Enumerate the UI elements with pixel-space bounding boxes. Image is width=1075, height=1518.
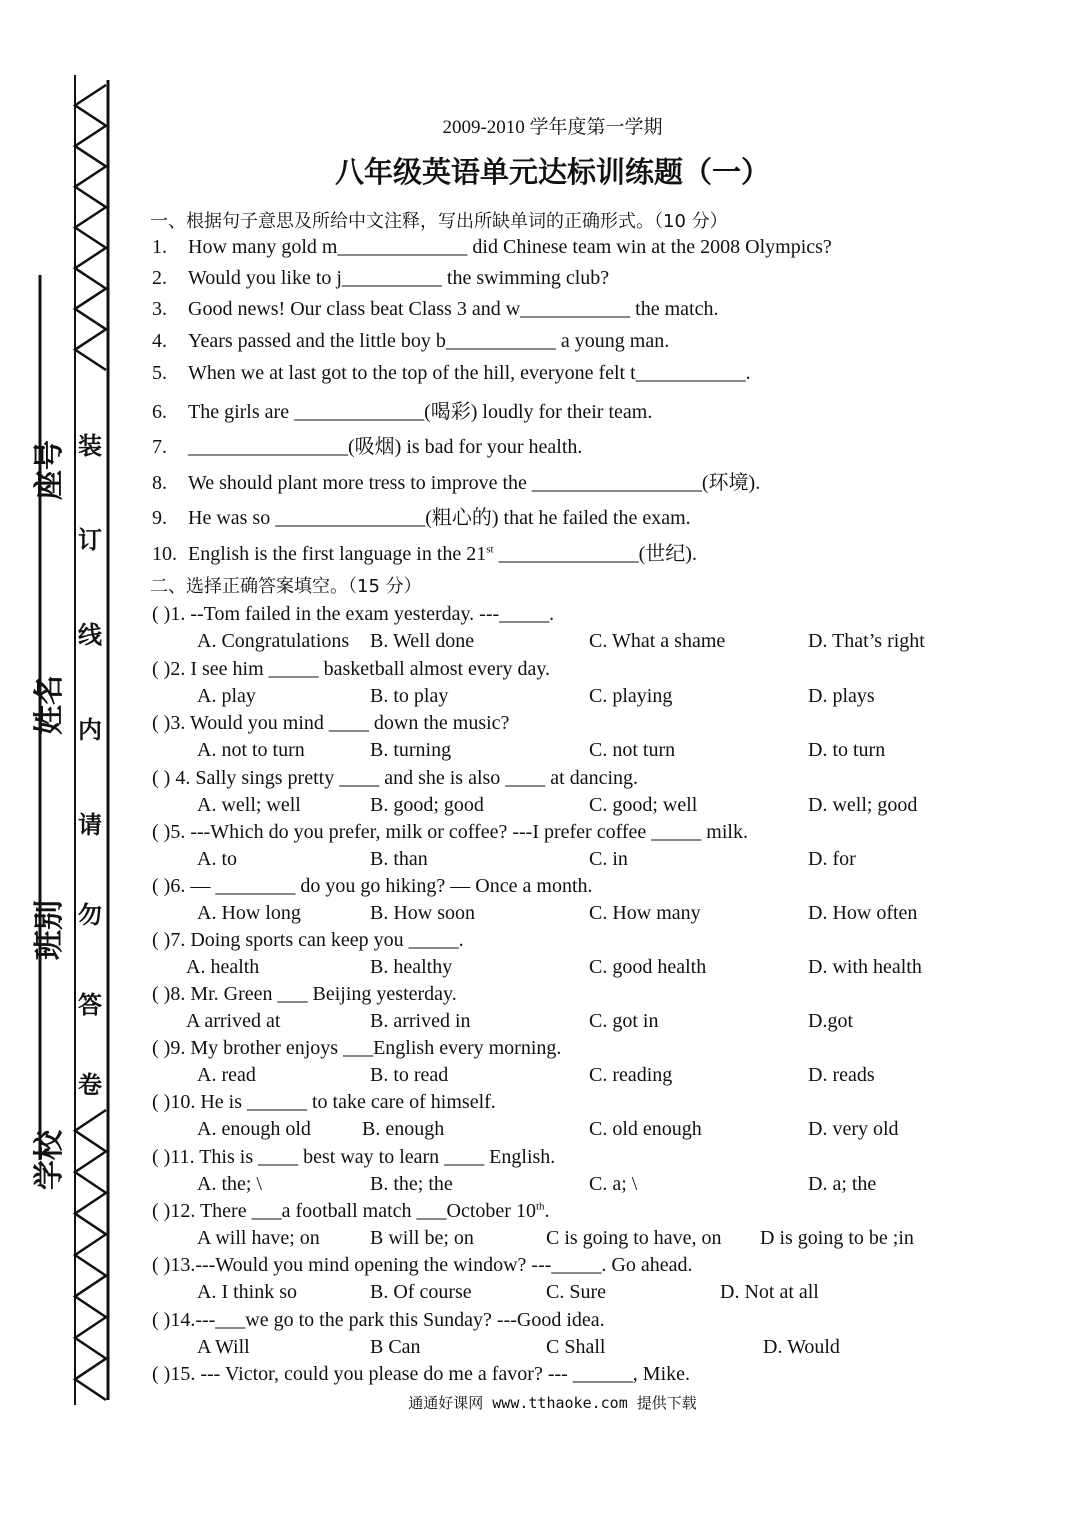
item-text: The girls are _____________(喝彩) loudly for their team. [188, 401, 653, 423]
mc-question: ( )6. — ________ do you go hiking? — Once a month. [152, 875, 593, 897]
mc-option: C is going to have, on [546, 1227, 722, 1249]
item-number: 6. [152, 401, 167, 423]
mc-option: B. turning [370, 739, 452, 761]
mc-option: A arrived at [186, 1010, 281, 1032]
item-number: 10. [152, 543, 177, 565]
fill-blank-item [152, 466, 760, 495]
mc-question: ( )9. My brother enjoys ___English every morning. [152, 1037, 562, 1059]
item-text: Good news! Our class beat Class 3 and w___________ the match. [188, 298, 719, 320]
binding-char: 内 [78, 716, 102, 744]
footer-source: 通通好课网 www.tthaoke.com 提供下载 [408, 1394, 697, 1412]
mc-option: B. good; good [370, 794, 484, 816]
mc-option: D. well; good [808, 794, 918, 816]
binding-margin [30, 70, 120, 1410]
mc-option: B. than [370, 848, 428, 870]
item-text: When we at last got to the top of the hill, everyone felt t___________. [188, 362, 751, 384]
mc-question: ( )2. I see him _____ basketball almost every day. [152, 658, 551, 680]
fill-blank-item [152, 362, 751, 385]
fill-blank-item [152, 537, 697, 566]
mc-option: A. enough old [197, 1118, 311, 1140]
mc-option: A. not to turn [197, 739, 305, 761]
mc-option: C. How many [589, 902, 701, 924]
fill-blank-item [152, 330, 669, 353]
mc-question: ( )10. He is ______ to take care of himself. [152, 1091, 496, 1113]
item-text: He was so _______________(粗心的) that he failed the exam. [188, 507, 691, 529]
item-text: Years passed and the little boy b___________ a young man. [188, 330, 670, 352]
binding-char: 订 [78, 526, 102, 554]
mc-option: B. to read [370, 1064, 449, 1086]
fill-blank-item [152, 267, 609, 290]
mc-option: D. Would [763, 1336, 840, 1358]
item-number: 5. [152, 362, 167, 384]
mc-question: ( )3. Would you mind ____ down the music? [152, 712, 510, 734]
school-year: 2009-2010 学年度第一学期 [442, 117, 663, 138]
mc-option: A. the; \ [197, 1173, 262, 1195]
mc-option: A Will [197, 1336, 250, 1358]
fill-blank-item [152, 236, 832, 259]
page-title: 八年级英语单元达标训练题（一） [334, 155, 770, 189]
item-number: 2. [152, 267, 167, 289]
mc-question: ( )7. Doing sports can keep you _____. [152, 929, 464, 951]
mc-option: D. plays [808, 685, 875, 707]
mc-option: D is going to be ;in [760, 1227, 914, 1249]
mc-option: A. well; well [197, 794, 301, 816]
mc-option: D. Not at all [720, 1281, 819, 1303]
label-seat: 座号 [32, 440, 67, 500]
mc-option: A. read [197, 1064, 256, 1086]
binding-char: 勿 [78, 901, 102, 929]
mc-option: C. not turn [589, 739, 676, 761]
mc-question: ( )13.---Would you mind opening the window? ---_____. Go ahead. [152, 1254, 693, 1276]
mc-option: D. with health [808, 956, 922, 978]
mc-option: A. I think so [197, 1281, 297, 1303]
item-number: 1. [152, 236, 167, 258]
mc-option: B. enough [362, 1118, 445, 1140]
mc-option: A. to [197, 848, 237, 870]
fill-blank-item [152, 298, 718, 321]
mc-option: C. a; \ [589, 1173, 638, 1195]
mc-option: C. Sure [546, 1281, 606, 1303]
mc-option: D.got [808, 1010, 853, 1032]
mc-option: C. good; well [589, 794, 698, 816]
item-text: ________________(吸烟) is bad for your health. [188, 436, 583, 458]
mc-option: B. the; the [370, 1173, 453, 1195]
mc-option: D. a; the [808, 1173, 877, 1195]
mc-option: B. Of course [370, 1281, 472, 1303]
mc-option: B. How soon [370, 902, 476, 924]
item-number: 7. [152, 436, 167, 458]
mc-option: A. health [186, 956, 260, 978]
mc-option: B Can [370, 1336, 421, 1358]
binding-char: 装 [78, 432, 102, 460]
mc-question: ( )1. --Tom failed in the exam yesterday. ---_____. [152, 603, 555, 625]
mc-option: C Shall [546, 1336, 606, 1358]
mc-question: ( )15. --- Victor, could you please do me a favor? --- ______, Mike. [152, 1363, 691, 1385]
mc-option: B. arrived in [370, 1010, 471, 1032]
mc-question: ( )5. ---Which do you prefer, milk or coffee? ---I prefer coffee _____ milk. [152, 821, 748, 843]
mc-question: ( ) 4. Sally sings pretty ____ and she is also ____ at dancing. [152, 767, 639, 789]
superscript: th [535, 1200, 545, 1213]
binding-char: 卷 [78, 1071, 102, 1099]
fill-blank-item [152, 430, 582, 459]
mc-option: A will have; on [197, 1227, 320, 1249]
item-number: 3. [152, 298, 167, 320]
mc-option: B. Well done [370, 630, 475, 652]
mc-option: D. That’s right [808, 630, 925, 652]
mc-question: ( )14.---___we go to the park this Sunday? ---Good idea. [152, 1309, 605, 1331]
item-text: English is the first language in the 21 [188, 543, 487, 565]
mc-option: C. What a shame [589, 630, 726, 652]
item-text: How many gold m_____________ did Chinese team win at the 2008 Olympics? [188, 236, 832, 258]
mc-option: A. play [197, 685, 256, 707]
section1-heading: 一、根据句子意思及所给中文注释，写出所缺单词的正确形式。（10 分） [150, 211, 728, 232]
label-class: 班别 [32, 900, 67, 960]
mc-option: D. very old [808, 1118, 899, 1140]
mc-question: ( )8. Mr. Green ___ Beijing yesterday. [152, 983, 457, 1005]
mc-option: C. old enough [589, 1118, 702, 1140]
item-text: We should plant more tress to improve the _________________(环境). [188, 472, 761, 494]
section2-heading: 二、选择正确答案填空。（15 分） [150, 576, 422, 597]
mc-option: D. for [808, 848, 856, 870]
mc-option: A. Congratulations [197, 630, 350, 652]
binding-char: 请 [78, 811, 102, 839]
fill-blank-item [152, 501, 691, 530]
label-school: 学校 [32, 1130, 67, 1190]
item-number: 8. [152, 472, 167, 494]
item-text: Would you like to j__________ the swimming club? [188, 267, 610, 289]
mc-option: B will be; on [370, 1227, 474, 1249]
fill-blank-item [152, 395, 652, 424]
mc-option: B. to play [370, 685, 449, 707]
mc-option: C. playing [589, 685, 673, 707]
item-number: 9. [152, 507, 167, 529]
mc-question: ( )12. There ___a football match ___October 10th. [152, 1200, 550, 1222]
item-text-tail: ______________(世纪). [493, 543, 697, 565]
binding-char: 答 [78, 991, 102, 1019]
binding-char: 线 [78, 621, 102, 649]
mc-question: ( )11. This is ____ best way to learn ____ English. [152, 1146, 556, 1168]
mc-option: B. healthy [370, 956, 453, 978]
mc-option: A. How long [197, 902, 301, 924]
mc-option: C. good health [589, 956, 707, 978]
label-name: 姓名 [32, 675, 67, 735]
item-number: 4. [152, 330, 167, 352]
mc-option: C. reading [589, 1064, 673, 1086]
mc-option: C. got in [589, 1010, 659, 1032]
mc-option: C. in [589, 848, 628, 870]
mc-option: D. reads [808, 1064, 875, 1086]
mc-option: D. How often [808, 902, 918, 924]
mc-option: D. to turn [808, 739, 886, 761]
superscript: st [486, 543, 494, 556]
